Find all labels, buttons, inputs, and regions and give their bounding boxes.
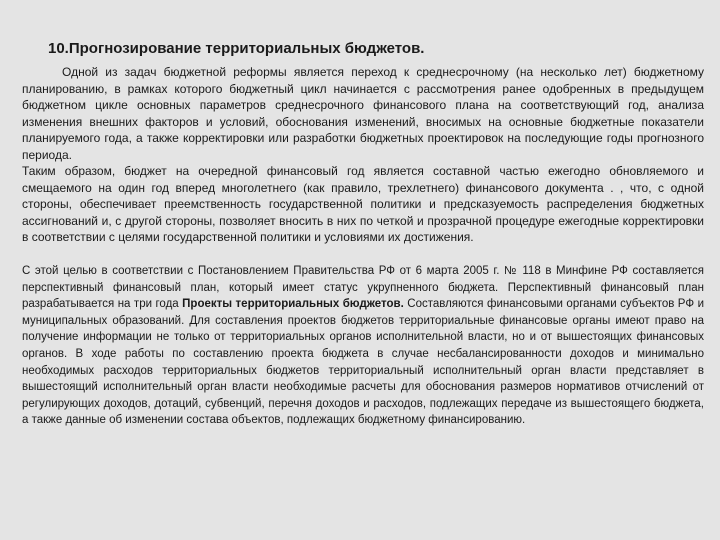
page-title: 10.Прогнозирование территориальных бюджетов. [48,40,425,57]
paragraph-financial-plan [22,263,704,429]
paragraph-budget-reform: Одной из задач бюджетной реформы является переход к среднесрочному (на несколько лет) бюджетному планированию, в рамках которого бюджетный цикл начинается с рассмотрения ранее одобренных в предыдущем бюджетном цикле основных параметров среднесрочного финансового плана на соответствующий год, анализа изменения внешних факторов и условий, обоснования изменений, вносимых на основные бюджетные показатели планируемого года, а также корректировки или разработки бюджетных проектировок на последующие годы прогнозного периода. [22,65,704,162]
paragraph-annual-budget: Таким образом, бюджет на очередной финансовый год является составной частью ежегодно обновляемого и смещаемого на один год вперед многолетнего (как правило, трехлетнего) финансового документа . , что, с одной стороны, обеспечивает преемственность государственной политики и предсказуемость распределения бюджетных ассигнований и, с другой стороны, позволяет вносить в них по четкой и прозрачной процедуре ежегодные корректировки в соответствии с целями государственной политики и условиями их достижения. [22,164,704,245]
paragraph-financial-plan-text: С этой целью в соответствии с Постановлением Правительства РФ от 6 марта 2005 г. № 118 в Минфине РФ составляется перспективный финансовый план, который имеет статус укрупненного бюджета. Перспективный финансовый план разрабатывается на три года [22,265,704,311]
territorial-budgets-subheading: Проекты территориальных бюджетов. [182,298,404,311]
paragraph-territorial-budgets-text: Составляются финансовыми органами субъектов РФ и муниципальных образований. Для составления проектов бюджетов территориальные финансовые органы имеют право на получение информации не только от территориальных органов исполнительной власти, но и от вышестоящих финансовых органов. В ходе работы по составлению проекта бюджета в случае несбалансированности доходов и минимально необходимых расходов территориальных бюджетов территориальный исполнительный орган власти представляет в вышестоящий исполнительный орган власти необходимые расчеты для обоснования размеров нормативов отчислений от регулирующих доходов, дотаций, субвенций, перечня доходов и расходов, подлежащих передаче из вышестоящего бюджета, а также данные об изменении состава объектов, подлежащих бюджетному финансированию. [22,298,704,427]
